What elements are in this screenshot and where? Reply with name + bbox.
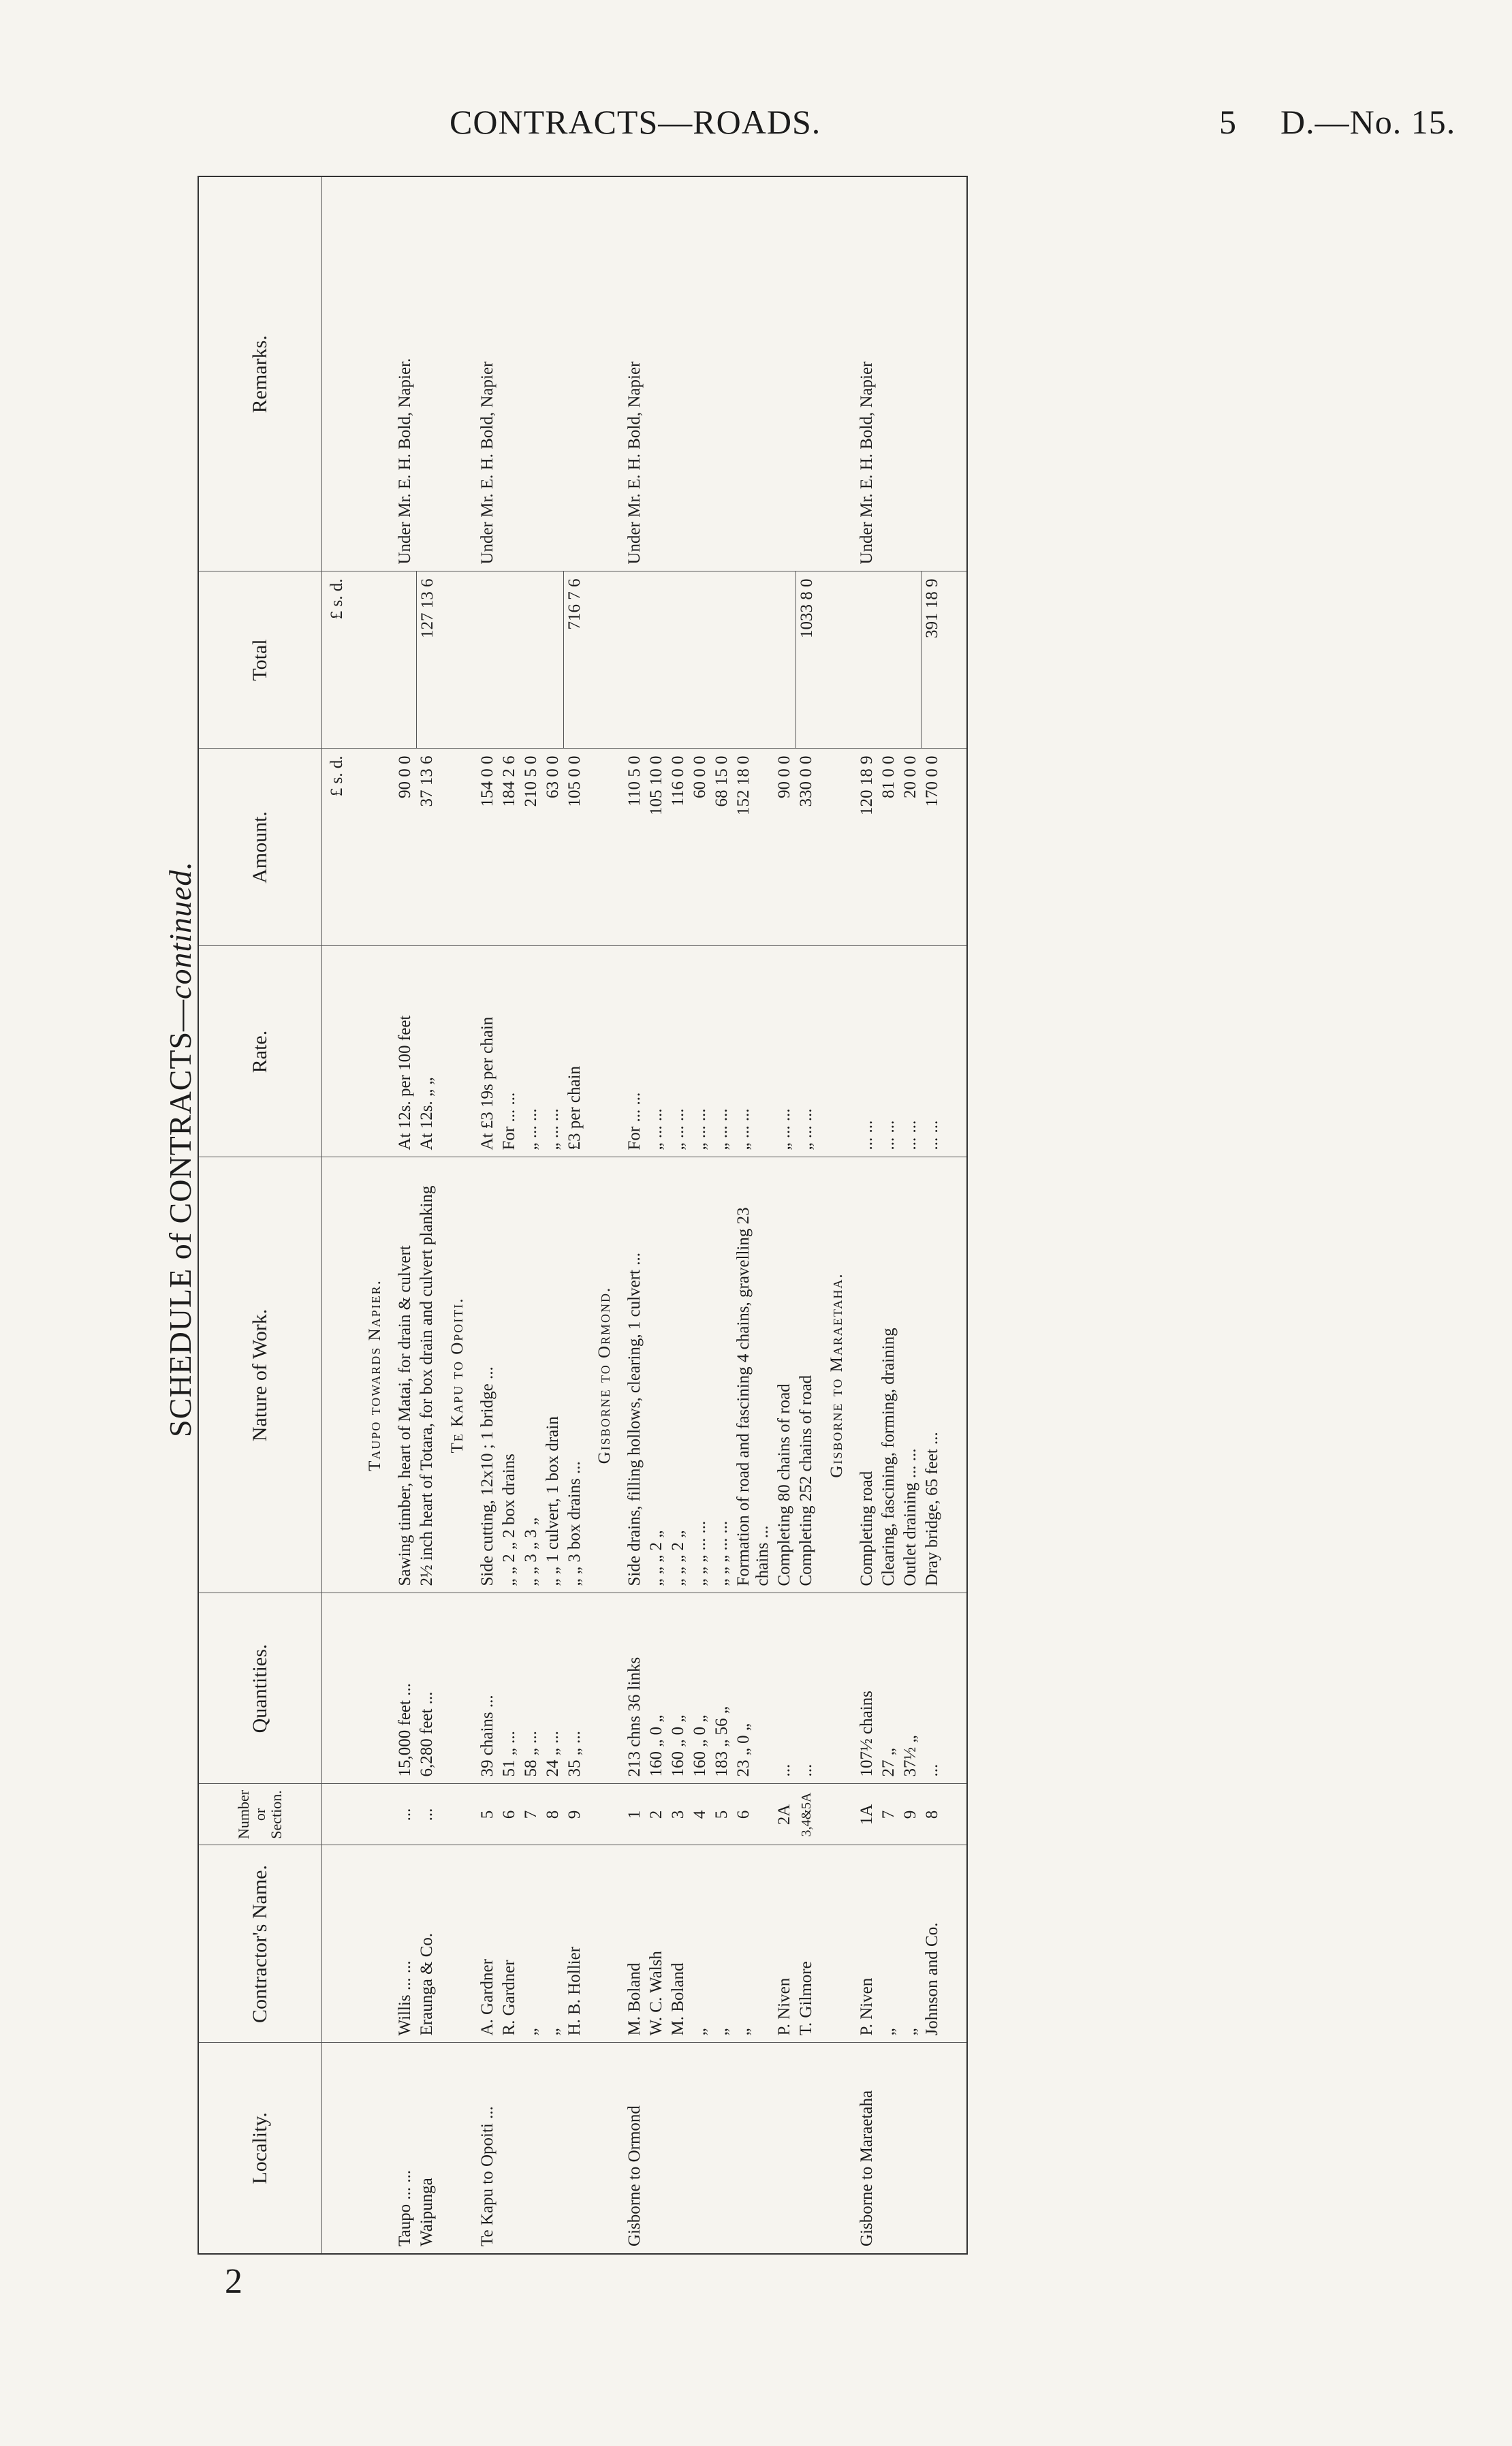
amount-units: £ s. d. <box>322 749 357 946</box>
header-row <box>198 176 322 2254</box>
cell-nature: Completing 80 chains of road <box>774 1157 796 1593</box>
cell-amount: 105 0 0 <box>564 749 586 946</box>
cell-total <box>542 571 564 749</box>
cell-section: 7 <box>520 1784 542 1845</box>
group-row <box>356 176 394 2254</box>
cell-quantities: 160 „ 0 „ <box>646 1593 667 1784</box>
group-heading-gisborne-ormond: Gisborne to Ormond. <box>586 1157 624 1593</box>
cell-rate: „ ... ... <box>774 946 796 1157</box>
table-row <box>711 176 733 2254</box>
cell-contractor: „ <box>520 1845 542 2043</box>
cell-remarks <box>733 176 774 571</box>
cell-amount: 154 0 0 <box>477 749 499 946</box>
cell-locality <box>922 2043 944 2254</box>
table-row <box>520 176 542 2254</box>
table-row <box>624 176 646 2254</box>
cell-contractor: „ <box>900 1845 922 2043</box>
table-row <box>922 176 944 2254</box>
cell-remarks <box>416 176 439 571</box>
table-row <box>774 176 796 2254</box>
cell-contractor: Willis ... ... <box>394 1845 416 2043</box>
cell-contractor: Johnson and Co. <box>922 1845 944 2043</box>
cell-total <box>856 571 878 749</box>
cell-total <box>733 571 774 749</box>
cell-contractor: „ <box>711 1845 733 2043</box>
cell-nature: „ „ 1 culvert, 1 box drain <box>542 1157 564 1593</box>
cell-quantities: 35 „ ... <box>564 1593 586 1784</box>
cell-quantities: ... <box>796 1593 818 1784</box>
cell-total <box>394 571 416 749</box>
cell-section: 1A <box>856 1784 878 1845</box>
cell-remarks <box>878 176 900 571</box>
cell-total <box>900 571 922 749</box>
cell-section: 2A <box>774 1784 796 1845</box>
table-row <box>689 176 711 2254</box>
table-row <box>416 176 439 2254</box>
cell-quantities: 39 chains ... <box>477 1593 499 1784</box>
cell-contractor: Eraunga & Co. <box>416 1845 439 2043</box>
cell-total: 127 13 6 <box>416 571 439 749</box>
cell-section: 8 <box>542 1784 564 1845</box>
cell-section: 9 <box>900 1784 922 1845</box>
cell-total <box>520 571 542 749</box>
col-total: Total <box>198 571 322 749</box>
table-row <box>394 176 416 2254</box>
cell-nature: „ „ „ ... ... <box>689 1157 711 1593</box>
cell-contractor: M. Boland <box>624 1845 646 2043</box>
cell-section: ... <box>416 1784 439 1845</box>
cell-locality <box>900 2043 922 2254</box>
cell-amount: 37 13 6 <box>416 749 439 946</box>
cell-contractor: A. Gardner <box>477 1845 499 2043</box>
cell-quantities: 58 „ ... <box>520 1593 542 1784</box>
document-reference: D.—No. 15. <box>1280 103 1456 141</box>
cell-section: 7 <box>878 1784 900 1845</box>
cell-section: 6 <box>499 1784 520 1845</box>
cell-amount: 170 0 0 <box>922 749 944 946</box>
cell-amount: 184 2 6 <box>499 749 520 946</box>
cell-quantities: ... <box>922 1593 944 1784</box>
cell-quantities: 160 „ 0 „ <box>689 1593 711 1784</box>
cell-amount: 68 15 0 <box>711 749 733 946</box>
cell-section: 6 <box>733 1784 774 1845</box>
cell-locality: Waipunga <box>416 2043 439 2254</box>
cell-rate: „ ... ... <box>646 946 667 1157</box>
cell-remarks <box>774 176 796 571</box>
cell-nature: Side cutting, 12x10 ; 1 bridge ... <box>477 1157 499 1593</box>
cell-locality <box>520 2043 542 2254</box>
cell-remarks: Under Mr. E. H. Bold, Napier <box>477 361 497 565</box>
cell-locality <box>774 2043 796 2254</box>
cell-total: 716 7 6 <box>564 571 586 749</box>
cell-remarks <box>646 176 667 571</box>
table-row <box>900 176 922 2254</box>
cell-rate: For ... ... <box>624 946 646 1157</box>
page-number: 5 <box>1219 103 1237 141</box>
table-row <box>878 176 900 2254</box>
cell-section: 8 <box>922 1784 944 1845</box>
table-row <box>542 176 564 2254</box>
cell-section: 5 <box>477 1784 499 1845</box>
cell-section: 2 <box>646 1784 667 1845</box>
cell-quantities: 27 „ <box>878 1593 900 1784</box>
cell-locality <box>564 2043 586 2254</box>
rotated-schedule <box>150 177 1171 2255</box>
cell-remarks <box>542 176 564 571</box>
cell-contractor: W. C. Walsh <box>646 1845 667 2043</box>
cell-contractor: „ <box>733 1845 774 2043</box>
group-row <box>439 176 477 2254</box>
cell-total <box>689 571 711 749</box>
cell-locality <box>711 2043 733 2254</box>
cell-nature: Dray bridge, 65 feet ... <box>922 1157 944 1593</box>
cell-rate: „ ... ... <box>520 946 542 1157</box>
cell-quantities: 24 „ ... <box>542 1593 564 1784</box>
group-row <box>818 176 856 2254</box>
cell-total <box>878 571 900 749</box>
group-heading-taupo-napier: Taupo towards Napier. <box>356 1157 394 1593</box>
cell-amount: 116 0 0 <box>667 749 689 946</box>
cell-section: 5 <box>711 1784 733 1845</box>
cell-total <box>711 571 733 749</box>
group-row <box>586 176 624 2254</box>
cell-quantities: 107½ chains <box>856 1593 878 1784</box>
cell-amount: 330 0 0 <box>796 749 818 946</box>
col-contractor: Contractor's Name. <box>198 1845 322 2043</box>
group-heading-gisborne-maraetaha: Gisborne to Maraetaha. <box>818 1157 856 1593</box>
cell-remarks <box>922 176 944 571</box>
cell-locality <box>667 2043 689 2254</box>
cell-quantities: 37½ „ <box>900 1593 922 1784</box>
cell-contractor: T. Gilmore <box>796 1845 818 2043</box>
cell-nature: 2½ inch heart of Totara, for box drain and culvert planking <box>416 1157 439 1593</box>
cell-amount: 81 0 0 <box>878 749 900 946</box>
cell-rate: £3 per chain <box>564 946 586 1157</box>
cell-total: 391 18 9 <box>922 571 944 749</box>
cell-quantities: 6,280 feet ... <box>416 1593 439 1784</box>
table-row <box>477 176 499 2254</box>
cell-contractor: „ <box>878 1845 900 2043</box>
cell-total <box>774 571 796 749</box>
table-row <box>564 176 586 2254</box>
cell-remarks <box>796 176 818 571</box>
cell-amount: 120 18 9 <box>856 749 878 946</box>
cell-contractor: R. Gardner <box>499 1845 520 2043</box>
cell-amount: 105 10 0 <box>646 749 667 946</box>
cell-contractor: „ <box>689 1845 711 2043</box>
cell-quantities: 51 „ ... <box>499 1593 520 1784</box>
cell-remarks: Under Mr. E. H. Bold, Napier. <box>396 358 414 565</box>
col-nature: Nature of Work. <box>198 1157 322 1593</box>
cell-total <box>646 571 667 749</box>
cell-rate: „ ... ... <box>796 946 818 1157</box>
cell-quantities: 213 chns 36 links <box>624 1593 646 1784</box>
cell-rate: ... ... <box>922 946 944 1157</box>
cell-locality <box>499 2043 520 2254</box>
cell-nature: Completing 252 chains of road <box>796 1157 818 1593</box>
cell-rate: „ ... ... <box>542 946 564 1157</box>
schedule-title-suffix: continued. <box>163 861 198 999</box>
printer-signature: 2 <box>225 2262 242 2301</box>
col-remarks: Remarks. <box>198 176 322 571</box>
cell-total <box>477 571 499 749</box>
cell-remarks <box>564 176 586 571</box>
cell-remarks <box>711 176 733 571</box>
cell-quantities: 15,000 feet ... <box>394 1593 416 1784</box>
col-quantities: Quantities. <box>198 1593 322 1784</box>
cell-nature: „ „ „ 2 „ <box>667 1157 689 1593</box>
units-row <box>322 176 357 2254</box>
cell-remarks <box>900 176 922 571</box>
cell-locality <box>796 2043 818 2254</box>
cell-section: 1 <box>624 1784 646 1845</box>
cell-rate: ... ... <box>878 946 900 1157</box>
col-section: Number or Section. <box>198 1784 322 1845</box>
cell-rate: At £3 19s per chain <box>477 946 499 1157</box>
cell-quantities: 160 „ 0 „ <box>667 1593 689 1784</box>
cell-quantities: ... <box>774 1593 796 1784</box>
cell-amount: 152 18 0 <box>733 749 774 946</box>
cell-amount: 63 0 0 <box>542 749 564 946</box>
cell-nature: Clearing, fascining, forming, draining <box>878 1157 900 1593</box>
total-units: £ s. d. <box>322 571 357 749</box>
cell-contractor: P. Niven <box>774 1845 796 2043</box>
col-rate: Rate. <box>198 946 322 1157</box>
cell-locality <box>689 2043 711 2254</box>
cell-rate: „ ... ... <box>733 946 774 1157</box>
cell-section: ... <box>394 1784 416 1845</box>
contracts-table <box>198 176 968 2255</box>
cell-total <box>624 571 646 749</box>
spacer-row <box>943 176 967 2254</box>
table-row <box>499 176 520 2254</box>
cell-amount: 90 0 0 <box>774 749 796 946</box>
cell-contractor: P. Niven <box>856 1845 878 2043</box>
cell-locality: Gisborne to Maraetaha <box>856 2043 878 2254</box>
cell-remarks <box>520 176 542 571</box>
cell-section: 9 <box>564 1784 586 1845</box>
cell-total: 1033 8 0 <box>796 571 818 749</box>
cell-nature: „ „ 3 „ 3 „ <box>520 1157 542 1593</box>
cell-remarks: Under Mr. E. H. Bold, Napier <box>857 361 876 565</box>
cell-total <box>499 571 520 749</box>
cell-amount: 90 0 0 <box>394 749 416 946</box>
cell-locality: Te Kapu to Opoiti ... <box>477 2043 499 2254</box>
cell-section: 3 <box>667 1784 689 1845</box>
cell-rate: „ ... ... <box>711 946 733 1157</box>
cell-nature: „ „ „ ... ... <box>711 1157 733 1593</box>
table-row <box>796 176 818 2254</box>
cell-rate: ... ... <box>900 946 922 1157</box>
cell-nature: Outlet draining ... ... <box>900 1157 922 1593</box>
cell-locality <box>878 2043 900 2254</box>
cell-rate: For ... ... <box>499 946 520 1157</box>
cell-amount: 210 5 0 <box>520 749 542 946</box>
cell-contractor: M. Boland <box>667 1845 689 2043</box>
cell-nature: „ „ 3 box drains ... <box>564 1157 586 1593</box>
schedule-title-main: SCHEDULE of CONTRACTS— <box>163 999 198 1437</box>
table-row <box>856 176 878 2254</box>
cell-contractor: „ <box>542 1845 564 2043</box>
col-locality: Locality. <box>198 2043 322 2254</box>
cell-nature: Sawing timber, heart of Matai, for drain & culvert <box>394 1157 416 1593</box>
group-heading-te-kapu-opoiti: Te Kapu to Opoiti. <box>439 1157 477 1593</box>
cell-section: 4 <box>689 1784 711 1845</box>
table-row <box>646 176 667 2254</box>
table-row <box>667 176 689 2254</box>
cell-remarks <box>499 176 520 571</box>
cell-amount: 110 5 0 <box>624 749 646 946</box>
cell-total <box>667 571 689 749</box>
cell-nature: Side drains, filling hollows, clearing, 1 culvert ... <box>624 1157 646 1593</box>
cell-rate: At 12s. „ „ <box>416 946 439 1157</box>
cell-nature: „ „ 2 „ 2 box drains <box>499 1157 520 1593</box>
running-title: CONTRACTS—ROADS. <box>450 103 821 141</box>
cell-locality <box>733 2043 774 2254</box>
cell-amount: 20 0 0 <box>900 749 922 946</box>
cell-locality <box>542 2043 564 2254</box>
table-row <box>733 176 774 2254</box>
cell-nature: Formation of road and fascining 4 chains, gravelling 23 chains ... <box>733 1157 774 1593</box>
cell-remarks <box>689 176 711 571</box>
col-amount: Amount. <box>198 749 322 946</box>
cell-quantities: 183 „ 56 „ <box>711 1593 733 1784</box>
cell-amount: 60 0 0 <box>689 749 711 946</box>
cell-quantities: 23 „ 0 „ <box>733 1593 774 1784</box>
cell-nature: „ „ „ 2 „ <box>646 1157 667 1593</box>
cell-locality <box>646 2043 667 2254</box>
cell-locality: Gisborne to Ormond <box>624 2043 646 2254</box>
cell-rate: „ ... ... <box>667 946 689 1157</box>
cell-remarks: Under Mr. E. H. Bold, Napier <box>625 361 644 565</box>
cell-contractor: H. B. Hollier <box>564 1845 586 2043</box>
cell-remarks <box>667 176 689 571</box>
cell-section: 3,4&5A <box>796 1784 818 1845</box>
cell-nature: Completing road <box>856 1157 878 1593</box>
cell-locality: Taupo ... ... <box>394 2043 416 2254</box>
cell-rate: At 12s. per 100 feet <box>394 946 416 1157</box>
cell-rate: „ ... ... <box>689 946 711 1157</box>
cell-rate: ... ... <box>856 946 878 1157</box>
